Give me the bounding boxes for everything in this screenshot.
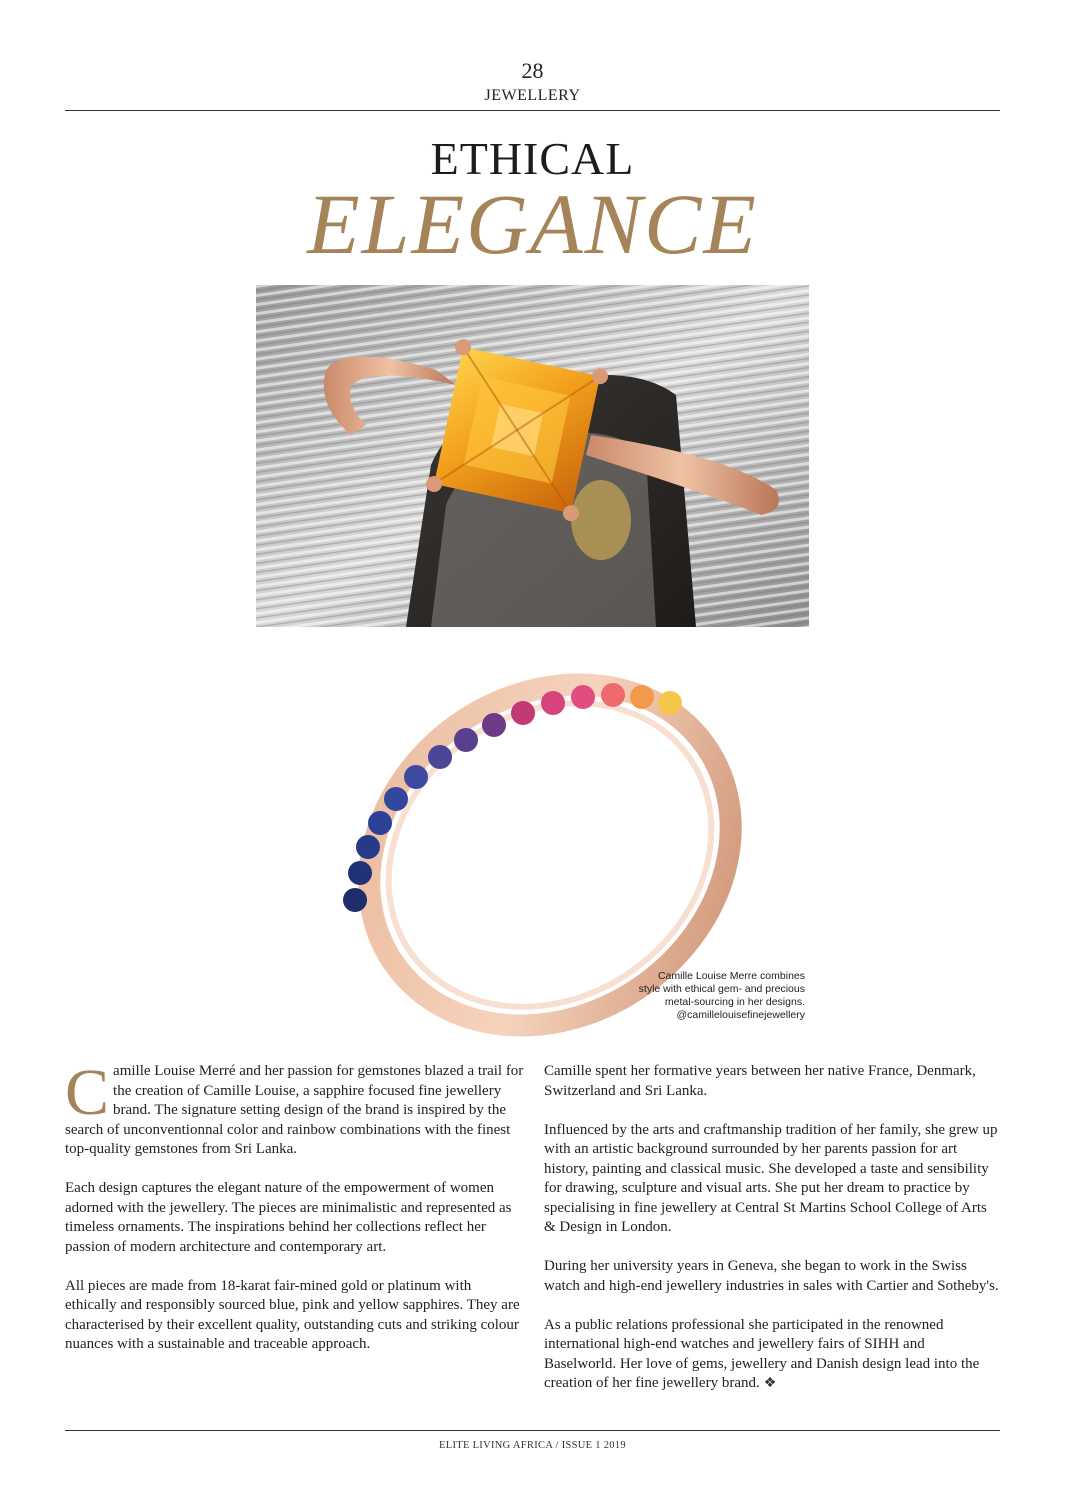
article-paragraph: Camille spent her formative years between her native France, Denmark, Switzerland and Sri Lanka.: [544, 1063, 976, 1099]
caption-line-2: style with ethical gem- and precious: [638, 983, 805, 995]
caption-line-3: metal-sourcing in her designs.: [664, 996, 805, 1008]
headline-elegance: ELEGANCE: [307, 176, 758, 272]
article-paragraph: [65, 1056, 525, 1160]
section-label: JEWELLERY: [484, 87, 581, 104]
article-paragraph: During her university years in Geneva, she began to work in the Swiss watch and high-end jewellery industries in sales with Cartier and Sotheby's.: [544, 1258, 999, 1294]
article-paragraph-text: amille Louise Merré and her passion for gemstones blazed a trail for the creation of Camille Louise, a sapphire focused fine jewellery brand. The signature setting design of the brand is inspired by the search of unconventionnal color and rainbow combinations with the finest top-quality gemstones from Sri Lanka.: [65, 1063, 524, 1157]
footer-text: ELITE LIVING AFRICA / ISSUE 1 2019: [439, 1440, 626, 1451]
orange-sapphire-ring-photo: [256, 285, 809, 627]
article-paragraph: Influenced by the arts and craftmanship tradition of her family, she grew up with an artistic background surrounded by her parents passion for art history, painting and classical music. She developed a taste and sensibility for drawing, sculpture and visual arts. She put her dream to practice by specialising in fine jewellery at Central St Martins School College of Arts & Design in London.: [544, 1121, 998, 1235]
drop-cap: C: [65, 1056, 110, 1129]
article-paragraph: All pieces are made from 18-karat fair-mined gold or platinum with ethically and responsibly sourced blue, pink and yellow sapphires. They are characterised by their excellent quality, outstanding cuts and striking colour nuances with a sustainable and traceable approach.: [65, 1277, 520, 1352]
article-paragraph: Each design captures the elegant nature of the empowerment of women adorned with the jewellery. The pieces are minimalistic and represented as timeless ornaments. The inspirations behind her collections reflect her passion of modern architecture and contemporary art.: [65, 1180, 512, 1255]
caption-line-4: @camillelouisefinejewellery: [676, 1009, 805, 1021]
end-mark-icon: ❖: [763, 1376, 777, 1391]
page-number: 28: [521, 58, 544, 83]
article-column-left: [65, 1056, 525, 1374]
article-paragraph-text: As a public relations professional she participated in the renowned international high-end watches and jewellery fairs of SIHH and Baselworld. Her love of gems, jewellery and Danish design lead into the creation of her fine jewellery brand.: [544, 1316, 980, 1391]
caption-line-1: Camille Louise Merre combines: [657, 970, 805, 982]
article-column-right: [544, 1062, 1000, 1413]
headline-ethical: ETHICAL: [430, 133, 635, 184]
footer-divider: [65, 1430, 1000, 1431]
article-paragraph: [544, 1316, 1000, 1394]
photo-caption: [560, 970, 805, 1022]
header-divider: [65, 110, 1000, 111]
